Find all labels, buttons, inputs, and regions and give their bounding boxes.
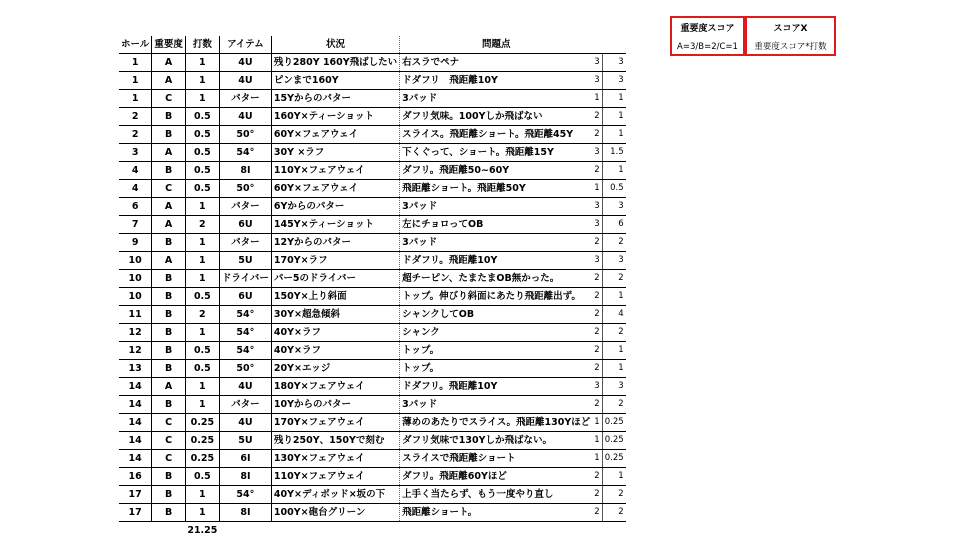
cell-hole: 4 (119, 180, 152, 198)
column-header-score-x (602, 36, 625, 54)
cell-problem: スライスで飛距離ショート (400, 450, 593, 468)
cell-importance: A (152, 198, 186, 216)
cell-strokes: 1 (185, 90, 219, 108)
cell-score-x: 3 (602, 54, 625, 72)
cell-hole: 2 (119, 108, 152, 126)
table-row (119, 432, 626, 450)
cell-item: 8I (219, 162, 271, 180)
cell-strokes: 1 (185, 234, 219, 252)
cell-situation: 15Yからのパター (271, 90, 399, 108)
cell-score-x: 1 (602, 162, 625, 180)
cell-hole: 17 (119, 486, 152, 504)
cell-score-x: 2 (602, 270, 625, 288)
score-x-header-box (745, 16, 836, 56)
cell-hole: 12 (119, 324, 152, 342)
cell-strokes: 1 (185, 72, 219, 90)
table-row (119, 144, 626, 162)
cell-hole: 4 (119, 162, 152, 180)
table-row (119, 108, 626, 126)
table-row (119, 324, 626, 342)
cell-importance: B (152, 396, 186, 414)
cell-importance: A (152, 72, 186, 90)
total-row (119, 522, 626, 540)
cell-hole: 11 (119, 306, 152, 324)
cell-hole: 14 (119, 396, 152, 414)
cell-hole: 14 (119, 450, 152, 468)
table-row (119, 252, 626, 270)
cell-problem: 上手く当たらず、もう一度やり直し (400, 486, 593, 504)
cell-importance-score: 1 (592, 180, 602, 198)
cell-situation: ピンまで160Y (271, 72, 399, 90)
score-x-subtitle: 重要度スコア*打数 (754, 42, 827, 52)
cell-problem: ドダフリ。飛距離10Y (400, 252, 593, 270)
cell-importance: C (152, 432, 186, 450)
cell-hole: 6 (119, 198, 152, 216)
column-header-situation: 状況 (271, 36, 399, 54)
total-strokes: 21.25 (187, 525, 218, 536)
cell-situation: 110Y×フェアウェイ (271, 468, 399, 486)
cell-situation: 40Y×ラフ (271, 342, 399, 360)
cell-importance-score: 2 (592, 486, 602, 504)
cell-score-x: 3 (602, 72, 625, 90)
cell-item: 8I (219, 468, 271, 486)
cell-hole: 9 (119, 234, 152, 252)
cell-problem: ダフリ。飛距離50~60Y (400, 162, 593, 180)
cell-importance-score: 2 (592, 342, 602, 360)
cell-problem: ドダフリ 飛距離10Y (400, 72, 593, 90)
cell-importance: A (152, 216, 186, 234)
cell-hole: 3 (119, 144, 152, 162)
cell-hole: 14 (119, 414, 152, 432)
cell-situation: 40Y×ラフ (271, 324, 399, 342)
score-x-title: スコアX (773, 24, 808, 34)
cell-strokes: 0.5 (185, 468, 219, 486)
cell-importance-score: 3 (592, 54, 602, 72)
header-row (119, 36, 626, 54)
table-row (119, 450, 626, 468)
cell-importance: B (152, 288, 186, 306)
table-row (119, 504, 626, 522)
cell-score-x: 2 (602, 324, 625, 342)
importance-score-title: 重要度スコア (680, 24, 735, 34)
cell-hole: 14 (119, 432, 152, 450)
cell-score-x: 1 (602, 360, 625, 378)
table-row (119, 90, 626, 108)
cell-strokes: 1 (185, 504, 219, 522)
cell-importance-score: 3 (592, 378, 602, 396)
column-header-importance-score (592, 36, 602, 54)
column-header-importance: 重要度 (152, 36, 186, 54)
cell-strokes: 1 (185, 252, 219, 270)
cell-hole: 12 (119, 342, 152, 360)
cell-score-x: 1 (602, 126, 625, 144)
cell-problem: ダフリ。飛距離60Yほど (400, 468, 593, 486)
cell-importance: B (152, 108, 186, 126)
cell-item: 4U (219, 378, 271, 396)
cell-strokes: 0.5 (185, 360, 219, 378)
cell-importance: B (152, 270, 186, 288)
cell-situation: 160Y×ティーショット (271, 108, 399, 126)
cell-importance: A (152, 378, 186, 396)
cell-importance: C (152, 450, 186, 468)
cell-importance: C (152, 180, 186, 198)
cell-importance-score: 2 (592, 360, 602, 378)
cell-strokes: 2 (185, 216, 219, 234)
cell-item: 50° (219, 126, 271, 144)
cell-item: 6I (219, 450, 271, 468)
cell-situation: 145Y×ティーショット (271, 216, 399, 234)
cell-importance: B (152, 162, 186, 180)
cell-situation: 10Yからのパター (271, 396, 399, 414)
cell-score-x: 2 (602, 396, 625, 414)
cell-hole: 10 (119, 288, 152, 306)
cell-strokes: 1 (185, 54, 219, 72)
cell-strokes: 0.25 (185, 450, 219, 468)
cell-item: 5U (219, 432, 271, 450)
cell-importance: C (152, 414, 186, 432)
importance-score-subtitle: A=3/B=2/C=1 (677, 42, 738, 52)
cell-importance-score: 2 (592, 324, 602, 342)
cell-item: 4U (219, 54, 271, 72)
table-row (119, 360, 626, 378)
cell-importance-score: 1 (592, 432, 602, 450)
cell-problem: 3パッド (400, 396, 593, 414)
column-header-strokes: 打数 (185, 36, 219, 54)
table-row (119, 486, 626, 504)
table-row (119, 180, 626, 198)
cell-strokes: 1 (185, 270, 219, 288)
cell-score-x: 3 (602, 378, 625, 396)
cell-strokes: 1 (185, 324, 219, 342)
cell-situation: 30Y ×ラフ (271, 144, 399, 162)
table-row (119, 288, 626, 306)
importance-score-header-box (670, 16, 745, 56)
cell-strokes: 0.5 (185, 108, 219, 126)
cell-importance: B (152, 504, 186, 522)
cell-importance-score: 2 (592, 234, 602, 252)
cell-problem: ダフリ気味。100Yしか飛ばない (400, 108, 593, 126)
cell-situation: 40Y×ディボッド×坂の下 (271, 486, 399, 504)
cell-importance-score: 1 (592, 414, 602, 432)
cell-item: 4U (219, 72, 271, 90)
cell-hole: 1 (119, 54, 152, 72)
cell-hole: 17 (119, 504, 152, 522)
cell-situation: 170Y×ラフ (271, 252, 399, 270)
cell-hole: 1 (119, 90, 152, 108)
cell-hole: 10 (119, 270, 152, 288)
cell-importance-score: 3 (592, 252, 602, 270)
cell-score-x: 3 (602, 198, 625, 216)
cell-problem: トップ。 (400, 360, 593, 378)
cell-importance-score: 2 (592, 108, 602, 126)
cell-importance-score: 2 (592, 396, 602, 414)
table-row (119, 234, 626, 252)
table-row (119, 378, 626, 396)
cell-importance: B (152, 468, 186, 486)
cell-item: ドライバー (219, 270, 271, 288)
cell-item: 50° (219, 360, 271, 378)
cell-item: パター (219, 234, 271, 252)
cell-hole: 2 (119, 126, 152, 144)
table-row (119, 198, 626, 216)
cell-item: 54° (219, 324, 271, 342)
cell-score-x: 1.5 (602, 144, 625, 162)
cell-item: 8I (219, 504, 271, 522)
cell-item: 5U (219, 252, 271, 270)
cell-problem: 飛距離ショート。 (400, 504, 593, 522)
cell-item: 54° (219, 342, 271, 360)
cell-strokes: 0.5 (185, 342, 219, 360)
cell-strokes: 1 (185, 396, 219, 414)
cell-importance-score: 2 (592, 270, 602, 288)
cell-importance: B (152, 342, 186, 360)
cell-importance: B (152, 324, 186, 342)
cell-problem: シャンク (400, 324, 593, 342)
cell-hole: 7 (119, 216, 152, 234)
cell-problem: トップ。伸びり斜面にあたり飛距離出ず。 (400, 288, 593, 306)
cell-importance-score: 2 (592, 162, 602, 180)
cell-importance: A (152, 144, 186, 162)
cell-score-x: 4 (602, 306, 625, 324)
cell-importance: B (152, 234, 186, 252)
cell-strokes: 0.5 (185, 288, 219, 306)
cell-strokes: 0.25 (185, 414, 219, 432)
cell-importance-score: 3 (592, 216, 602, 234)
table-row (119, 72, 626, 90)
cell-score-x: 2 (602, 486, 625, 504)
cell-item: パター (219, 90, 271, 108)
cell-item: 54° (219, 144, 271, 162)
table-row (119, 306, 626, 324)
cell-situation: 150Y×上り斜面 (271, 288, 399, 306)
cell-situation: パー5のドライバー (271, 270, 399, 288)
cell-importance-score: 2 (592, 468, 602, 486)
cell-importance-score: 3 (592, 198, 602, 216)
cell-problem: シャンクしてOB (400, 306, 593, 324)
cell-hole: 14 (119, 378, 152, 396)
table-row (119, 414, 626, 432)
cell-problem: スライス。飛距離ショート。飛距離45Y (400, 126, 593, 144)
cell-situation: 20Y×エッジ (271, 360, 399, 378)
cell-strokes: 0.5 (185, 180, 219, 198)
cell-importance-score: 2 (592, 126, 602, 144)
cell-situation: 130Y×フェアウェイ (271, 450, 399, 468)
table-row (119, 126, 626, 144)
cell-hole: 16 (119, 468, 152, 486)
cell-item: 54° (219, 486, 271, 504)
cell-importance-score: 2 (592, 504, 602, 522)
cell-hole: 13 (119, 360, 152, 378)
cell-problem: ダフリ気味で130Yしか飛ばない。 (400, 432, 593, 450)
cell-strokes: 0.5 (185, 162, 219, 180)
table-row (119, 54, 626, 72)
column-header-item: アイテム (219, 36, 271, 54)
cell-problem: トップ。 (400, 342, 593, 360)
cell-strokes: 0.5 (185, 144, 219, 162)
column-header-problem: 問題点 (400, 36, 593, 54)
cell-importance-score: 2 (592, 288, 602, 306)
cell-score-x: 0.25 (602, 432, 625, 450)
cell-problem: 下くぐって、ショート。飛距離15Y (400, 144, 593, 162)
cell-importance: A (152, 54, 186, 72)
cell-item: 54° (219, 306, 271, 324)
cell-item: パター (219, 198, 271, 216)
cell-hole: 1 (119, 72, 152, 90)
cell-score-x: 1 (602, 108, 625, 126)
table-row (119, 468, 626, 486)
cell-problem: 薄めのあたりでスライス。飛距離130Yほど (400, 414, 593, 432)
cell-strokes: 0.25 (185, 432, 219, 450)
cell-importance-score: 1 (592, 450, 602, 468)
cell-item: パター (219, 396, 271, 414)
cell-importance-score: 3 (592, 72, 602, 90)
cell-importance: A (152, 252, 186, 270)
cell-score-x: 2 (602, 234, 625, 252)
cell-item: 6U (219, 288, 271, 306)
table-row (119, 396, 626, 414)
cell-situation: 6Yからのパター (271, 198, 399, 216)
cell-score-x: 1 (602, 288, 625, 306)
table-row (119, 270, 626, 288)
table-row (119, 162, 626, 180)
cell-importance: B (152, 486, 186, 504)
cell-score-x: 1 (602, 342, 625, 360)
cell-strokes: 1 (185, 486, 219, 504)
cell-hole: 10 (119, 252, 152, 270)
cell-importance: B (152, 126, 186, 144)
cell-problem: 3パッド (400, 234, 593, 252)
cell-situation: 30Y×超急傾斜 (271, 306, 399, 324)
cell-strokes: 2 (185, 306, 219, 324)
cell-score-x: 1 (602, 90, 625, 108)
cell-strokes: 0.5 (185, 126, 219, 144)
cell-importance: B (152, 306, 186, 324)
cell-problem: 超チーピン、たまたまOB無かった。 (400, 270, 593, 288)
cell-score-x: 1 (602, 468, 625, 486)
cell-score-x: 2 (602, 504, 625, 522)
cell-item: 50° (219, 180, 271, 198)
cell-score-x: 3 (602, 252, 625, 270)
cell-situation: 60Y×フェアウェイ (271, 180, 399, 198)
table-row (119, 342, 626, 360)
cell-importance-score: 3 (592, 144, 602, 162)
cell-item: 4U (219, 414, 271, 432)
cell-problem: 右スラでペナ (400, 54, 593, 72)
cell-situation: 180Y×フェアウェイ (271, 378, 399, 396)
cell-situation: 170Y×フェアウェイ (271, 414, 399, 432)
cell-situation: 60Y×フェアウェイ (271, 126, 399, 144)
cell-score-x: 0.25 (602, 450, 625, 468)
cell-problem: ドダフリ。飛距離10Y (400, 378, 593, 396)
cell-situation: 残り250Y、150Yで刻む (271, 432, 399, 450)
cell-item: 4U (219, 108, 271, 126)
cell-importance-score: 2 (592, 306, 602, 324)
cell-problem: 3パッド (400, 198, 593, 216)
cell-problem: 左にチョロってOB (400, 216, 593, 234)
cell-problem: 飛距離ショート。飛距離50Y (400, 180, 593, 198)
data-table (119, 36, 626, 539)
cell-item: 6U (219, 216, 271, 234)
cell-score-x: 6 (602, 216, 625, 234)
cell-strokes: 1 (185, 198, 219, 216)
cell-importance-score: 1 (592, 90, 602, 108)
cell-importance: C (152, 90, 186, 108)
cell-situation: 残り280Y 160Y飛ばしたい (271, 54, 399, 72)
cell-strokes: 1 (185, 378, 219, 396)
table-row (119, 216, 626, 234)
column-header-hole: ホール (119, 36, 152, 54)
cell-score-x: 0.5 (602, 180, 625, 198)
cell-situation: 110Y×フェアウェイ (271, 162, 399, 180)
cell-situation: 12Yからのパター (271, 234, 399, 252)
cell-problem: 3パッド (400, 90, 593, 108)
cell-importance: B (152, 360, 186, 378)
cell-score-x: 0.25 (602, 414, 625, 432)
cell-situation: 100Y×砲台グリーン (271, 504, 399, 522)
